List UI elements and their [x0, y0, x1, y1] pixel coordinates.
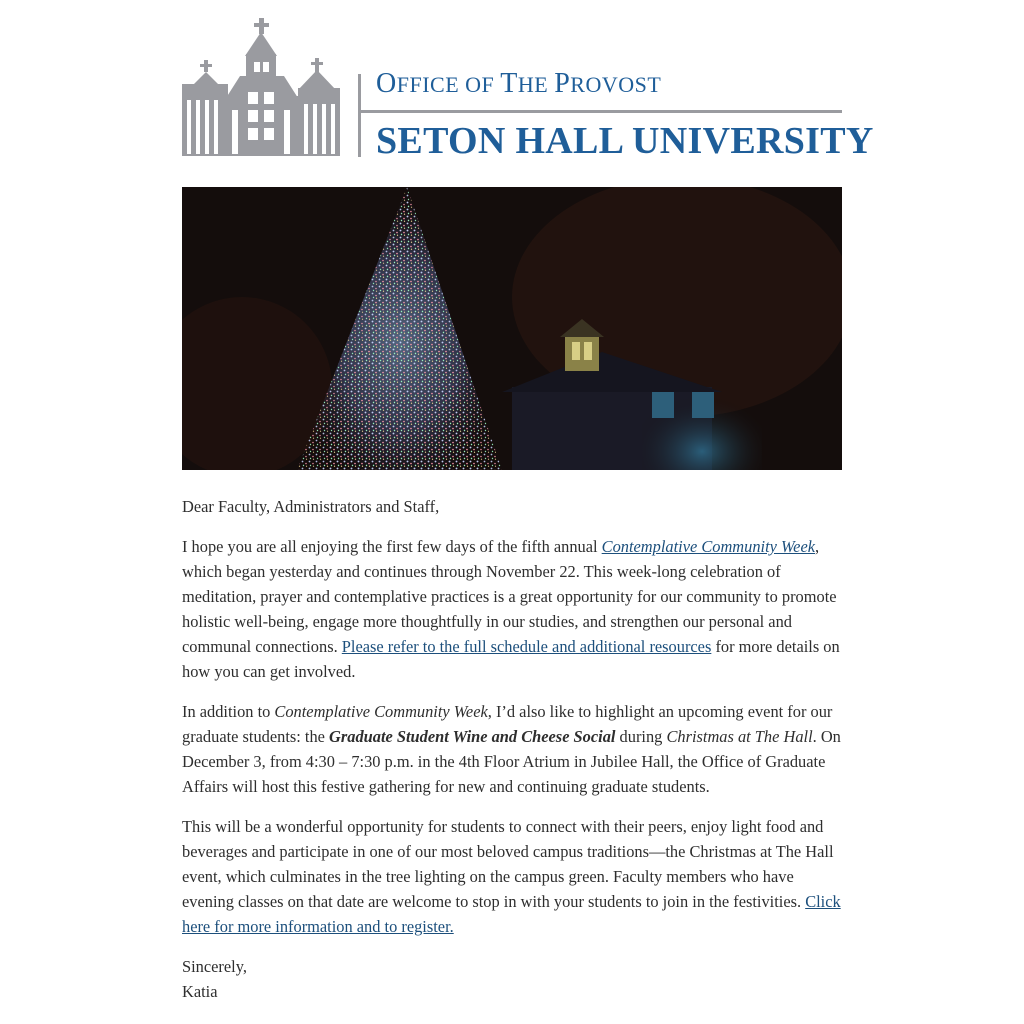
full-schedule-link[interactable]: Please refer to the full schedule and additional resources [341, 637, 712, 656]
letter-signature: Katia [182, 982, 218, 1001]
christmas-tree-image [182, 187, 842, 470]
letter-closing: Sincerely, [182, 957, 247, 976]
contemplative-week-link[interactable]: Contemplative Community Week [601, 537, 815, 556]
letter-paragraph-3: This will be a wonderful opportunity for students to connect with their peers, enjoy light food and beverages and participate in one of our most beloved campus traditions—the Christmas at The Hall event, which culminates in the tree lighting on the campus green. Faculty members who have evening classes on that date are welcome to stop in with your students to join in the festivities. Click here for more information and to register. [182, 817, 841, 936]
letter-signature-block [182, 954, 844, 1004]
letter-paragraph-2: In addition to Contemplative Community Week, I’d also like to highlight an upcoming event for our graduate students: the Graduate Student Wine and Cheese Social during Christmas at The Hall. On December 3, from 4:30 – 7:30 p.m. in the 4th Floor Atrium in Jubilee Hall, the Office of Graduate Affairs will host this festive gathering for new and continuing graduate students. [182, 702, 841, 796]
provost-header [182, 18, 874, 162]
university-name: SETON HALL UNIVERSITY [376, 120, 874, 162]
logo-divider-horizontal [358, 110, 842, 113]
church-towers-logo-icon [182, 18, 342, 158]
office-of-the-provost-title: OFFICE OF THE PROVOST [376, 68, 662, 99]
letter-paragraph-1: I hope you are all enjoying the first few days of the fifth annual Contemplative Community Week, which began yesterday and continues through November 22. This week-long celebration of meditation, prayer and contemplative practices is a great opportunity for our community to promote holistic well-being, engage more thoughtfully in our studies, and strengthen our personal and communal connections. Please refer to the full schedule and additional resources for more details on how you can get involved. [182, 537, 840, 681]
register-link[interactable]: Click here for more information and to register. [182, 892, 841, 936]
letter-greeting: Dear Faculty, Administrators and Staff, [182, 497, 440, 516]
letter-content [182, 494, 844, 1004]
logo-divider-vertical [358, 74, 361, 157]
christmas-tree-photo [182, 187, 842, 470]
